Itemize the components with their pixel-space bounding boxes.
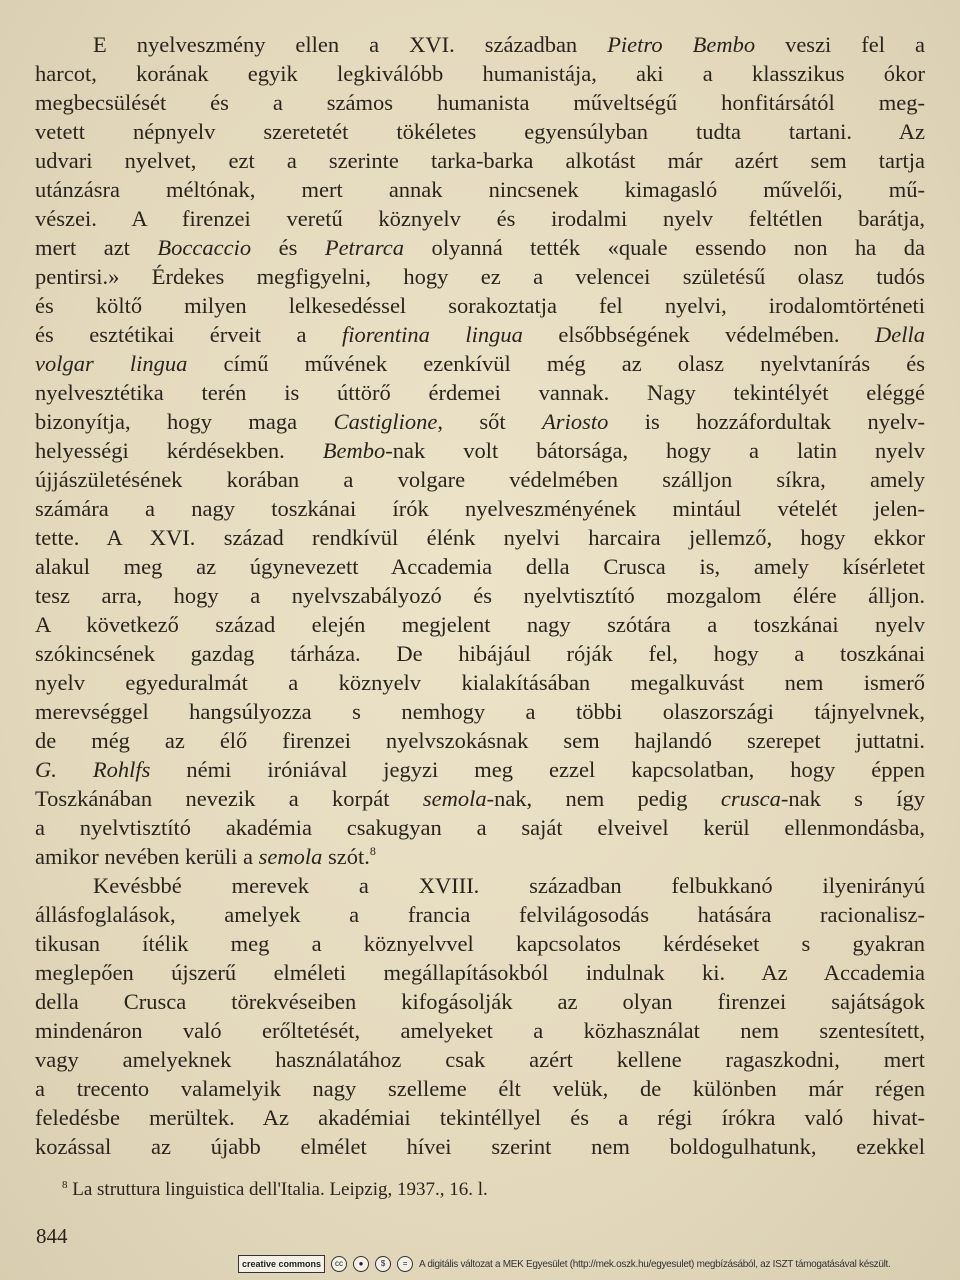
text-line: feledésbe merültek. Az akadémiai tekintéllyel és a régi írókra való hivat- — [35, 1105, 925, 1130]
nc-icon: $ — [375, 1256, 391, 1272]
text-line: amikor nevében kerüli a semola szót.$^8$ — [35, 844, 376, 869]
text-line: merevséggel hangsúlyozza s nemhogy a többi olaszországi tájnyelvnek, — [35, 699, 925, 724]
text-line: de még az élő firenzei nyelvszokásnak sem hajlandó szerepet juttatni. — [35, 728, 925, 753]
license-bar — [238, 1254, 891, 1274]
text-line: nyelv egyeduralmát a köznyelv kialakításában megalkuvást nem ismerő — [35, 670, 925, 695]
text-line: bizonyítja, hogy maga Castiglione, sőt Ariosto is hozzáfordultak nyelv- — [35, 409, 925, 434]
text-line: G. Rohlfs némi iróniával jegyzi meg ezzel kapcsolatban, hogy éppen — [35, 757, 925, 782]
text-line: Toszkánában nevezik a korpát semola-nak, nem pedig crusca-nak s így — [35, 786, 925, 811]
text-line: helyességi kérdésekben. Bembo-nak volt bátorsága, hogy a latin nyelv — [35, 438, 925, 463]
text-line: számára a nagy toszkánai írók nyelveszményének mintául vételét jelen- — [35, 496, 925, 521]
text-line: és költő milyen lelkesedéssel sorakoztatja fel nyelvi, irodalomtörténeti — [35, 293, 925, 318]
text-line: meglepően újszerű elméleti megállapításokból indulnak ki. Az Accademia — [35, 960, 925, 985]
text-line: vészei. A firenzei veretű köznyelv és irodalmi nyelv feltétlen barátja, — [35, 206, 925, 231]
text-line: tikusan ítélik meg a köznyelvvel kapcsolatos kérdéseket s gyakran — [35, 931, 925, 956]
text-line: megbecsülését és a számos humanista műveltségű honfitársától meg- — [35, 90, 925, 115]
text-line: Kevésbbé merevek a XVIII. században felbukkanó ilyenirányú — [93, 873, 925, 898]
body-text — [35, 30, 925, 1161]
text-line: és esztétikai érveit a fiorentina lingua elsőbbségének védelmében. Della — [35, 322, 925, 347]
text-line: mert azt Boccaccio és Petrarca olyanná tették «quale essendo non ha da — [35, 235, 925, 260]
text-line: della Crusca törekvéseiben kifogásolják az olyan firenzei sajátságok — [35, 989, 925, 1014]
footnote-text: La struttura linguistica dell'Italia. Leipzig, 1937., 16. l. — [72, 1179, 488, 1200]
text-line: E nyelveszmény ellen a XVI. században Pietro Bembo veszi fel a — [93, 32, 925, 57]
text-line: harcot, korának egyik legkiválóbb humanistája, aki a klasszikus ókor — [35, 61, 925, 86]
text-line: a trecento valamelyik nagy szelleme élt velük, de különben már régen — [35, 1076, 925, 1101]
text-line: A következő század elején megjelent nagy szótára a toszkánai nyelv — [35, 612, 925, 637]
text-line: vetett népnyelv szeretetét tökéletes egyensúlyban tudta tartani. Az — [35, 119, 925, 144]
text-line: állásfoglalások, amelyek a francia felvilágosodás hatására racionalisz- — [35, 902, 925, 927]
text-line: tesz arra, hogy a nyelvszabályozó és nyelvtisztító mozgalom élére álljon. — [35, 583, 925, 608]
text-line: vagy amelyeknek használatához csak azért kellene ragaszkodni, mert — [35, 1047, 925, 1072]
text-line: nyelvesztétika terén is úttörő érdemei vannak. Nagy tekintélyét eléggé — [35, 380, 925, 405]
creative-commons-logo[interactable]: creative commons — [238, 1255, 325, 1273]
footnote-marker: 8 — [62, 1179, 68, 1191]
text-line: a nyelvtisztító akadémia csakugyan a saját elveivel kerül ellenmondásba, — [35, 815, 925, 840]
text-line: alakul meg az úgynevezett Accademia della Crusca is, amely kísérletet — [35, 554, 925, 579]
text-line: tette. A XVI. század rendkívül élénk nyelvi harcaira jellemző, hogy ekkor — [35, 525, 925, 550]
page-number: 844 — [36, 1224, 68, 1248]
text-line: udvari nyelvet, ezt a szerinte tarka-barka alkotást már azért sem tartja — [35, 148, 925, 173]
text-line: újjászületésének korában a volgare védelmében szálljon síkra, amely — [35, 467, 925, 492]
text-line: pentirsi.» Érdekes megfigyelni, hogy ez a velencei születésű olasz tudós — [35, 264, 925, 289]
text-line: utánzásra méltónak, mert annak nincsenek kimagasló művelői, mű- — [35, 177, 925, 202]
text-line: mindenáron való erőltetését, amelyeket a közhasználat nem szentesített, — [35, 1018, 925, 1043]
footnote — [62, 1176, 922, 1204]
text-line: volgar lingua című művének ezenkívül még az olasz nyelvtanírás és — [35, 351, 925, 376]
nd-icon: = — [397, 1256, 413, 1272]
cc-icon: cc — [331, 1256, 347, 1272]
by-icon: ● — [353, 1256, 369, 1272]
text-line: kozással az újabb elmélet hívei szerint nem boldogulhatunk, ezekkel — [35, 1134, 925, 1159]
license-text: A digitális változat a MEK Egyesület (http://mek.oszk.hu/egyesulet) megbízásából, az ISZT támogatásával készült. — [419, 1258, 891, 1270]
text-line: szókincsének gazdag tárháza. De hibájául róják fel, hogy a toszkánai — [35, 641, 925, 666]
